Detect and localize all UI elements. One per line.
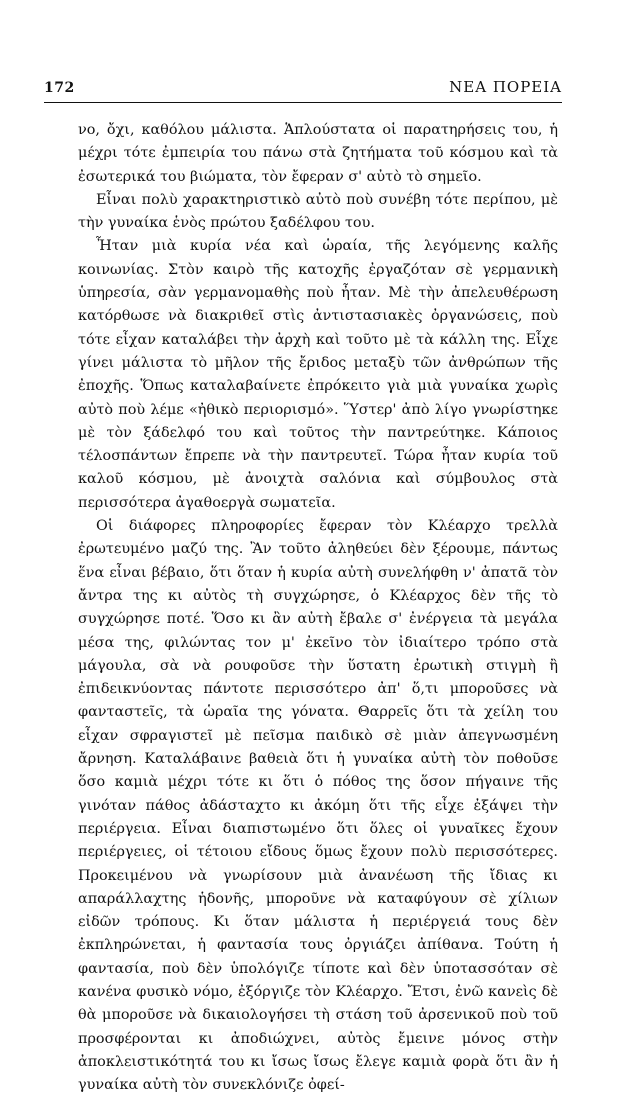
running-title: ΝΕΑ ΠΟΡΕΙΑ bbox=[449, 78, 562, 96]
paragraph: Ἦταν μιὰ κυρία νέα καὶ ὡραία, τῆς λεγόμενης καλῆς κοινωνίας. Στὸν καιρὸ τῆς κατοχῆς ἐργαζόταν σὲ γερμανικὴ ὑπηρεσία, σὰν γερμανομαθὴς ποὺ ἦταν. Μὲ τὴν ἀπελευθέρωση κατόρθωσε νὰ διακριθεῖ στὶς ἀντιστασιακὲς ὀργανώσεις, ποὺ τότε εἶχαν καταλάβει τὴν ἀρχὴ καὶ τοῦτο μὲ τὰ κάλλη της. Εἶχε γίνει μάλιστα τὸ μῆλον τῆς ἔριδος μεταξὺ τῶν ἀνθρώπων τῆς ἐποχῆς. Ὅπως καταλαβαίνετε ἐπρόκειτο γιὰ μιὰ γυναίκα χωρὶς αὐτὸ ποὺ λέμε «ἠθικὸ περιορισμό». Ὕστερ' ἀπὸ λίγο γνωρίστηκε μὲ τὸν ξάδελφό του καὶ τοῦτος τὴν παντρεύτηκε. Κάποιος τέλοσπάντων ἔπρεπε νὰ τὴν παντρευτεῖ. Τώρα ἦταν κυρία τοῦ καλοῦ κόσμου, μὲ ἀνοιχτὰ σαλόνια καὶ σύμβουλος στὰ περισσότερα ἀγαθοεργὰ σωματεῖα. bbox=[78, 238, 558, 511]
paragraph: Εἶναι πολὺ χαρακτηριστικὸ αὐτὸ ποὺ συνέβη τότε περίπου, μὲ τὴν γυναίκα ἑνὸς πρώτου ξαδέλφου του. bbox=[78, 191, 558, 232]
book-page bbox=[44, 78, 562, 1097]
page-number: 172 bbox=[44, 80, 75, 96]
page-body bbox=[44, 119, 562, 1097]
paragraph-continuation: νο, ὄχι, καθόλου μάλιστα. Ἁπλούστατα οἱ παρατηρήσεις του, ἡ μέχρι τότε ἐμπειρία του πάνω στὰ ζητήματα τοῦ κόσμου καὶ τὰ ἐσωτερικά του βιώματα, τὸν ἔφεραν σ' αὐτὸ τὸ σημεῖο. bbox=[78, 122, 558, 185]
running-header bbox=[44, 78, 562, 103]
paragraph: Οἱ διάφορες πληροφορίες ἔφεραν τὸν Κλέαρχο τρελλὰ ἐρωτευμένο μαζύ της. Ἂν τοῦτο ἀληθεύει δὲν ξέρουμε, πάντως ἕνα εἶναι βέβαιο, ὅτι ὅταν ἡ κυρία αὐτὴ συνελήφθη ν' ἀπατᾶ τὸν ἄντρα της κι αὐτὸς τὴ συγχώρησε, ὁ Κλέαρχος δὲν τῆς τὸ συγχώρησε ποτέ. Ὅσο κι ἂν αὐτὴ ἔβαλε σ' ἐνέργεια τὰ μεγάλα μέσα της, φιλώντας τον μ' ἐκεῖνο τὸν ἰδιαίτερο τρόπο στὰ μάγουλα, σὰ νὰ ρουφοῦσε τὴν ὕστατη ἐρωτικὴ στιγμὴ ἢ ἐπιδεικνύοντας πάντοτε περισσότερο ἀπ' ὅ,τι μποροῦσες νὰ φανταστεῖς, τὰ ὡραῖα της γόνατα. Θαρρεῖς ὅτι τὰ χείλη του εἶχαν σφραγιστεῖ μὲ πεῖσμα παιδικὸ σὲ μιὰν ἀπεγνωσμένη ἄρνηση. Καταλάβαινε βαθειὰ ὅτι ἡ γυναίκα αὐτὴ τὸν ποθοῦσε ὅσο καμιὰ μέχρι τότε κι ὅτι ὁ πόθος της ὅσον πήγαινε τῆς γινόταν πάθος ἀδάσταχτο κι ἀκόμη ὅτι τῆς εἶχε ἐξάψει τὴν περιέργεια. Εἶναι διαπιστωμένο ὅτι ὅλες οἱ γυναῖκες ἔχουν περιέργειες, οἱ τέτοιου εἴδους ὅμως ἔχουν πολὺ περισσότερες. Προκειμένου νὰ γνωρίσουν μιὰ ἀνανέωση τῆς ἴδιας κι απαράλλαχτης ἡδονῆς, μποροῦνε νὰ καταφύγουν σὲ χίλιων εἰδῶν τρόπους. Κι ὅταν μάλιστα ἡ περιέργειά τους δὲν ἐκπληρώνεται, ἡ φαντασία τους ὀργιάζει ἀπίθανα. Τούτη ἡ φαντασία, ποὺ δὲν ὑπολόγιζε τίποτε καὶ δὲν ὑποτασσόταν σὲ κανένα φυσικὸ νόμο, ἐξόργιζε τὸν Κλέαρχο. Ἔτσι, ἐνῶ κανεὶς δὲ θὰ μποροῦσε νὰ δικαιολογήσει τὴ στάση τοῦ ἀρσενικοῦ ποὺ τοῦ προσφέρονται κι ἀποδιώχνει, αὐτὸς ἔμεινε μόνος στὴν ἀποκλειστικότητά του κι ἴσως ἴσως ἔλεγε καμιὰ φορὰ ὅτι ἂν ἡ γυναίκα αὐτὴ τὸν συνεκλόνιζε ὀφεί- bbox=[78, 518, 558, 1094]
